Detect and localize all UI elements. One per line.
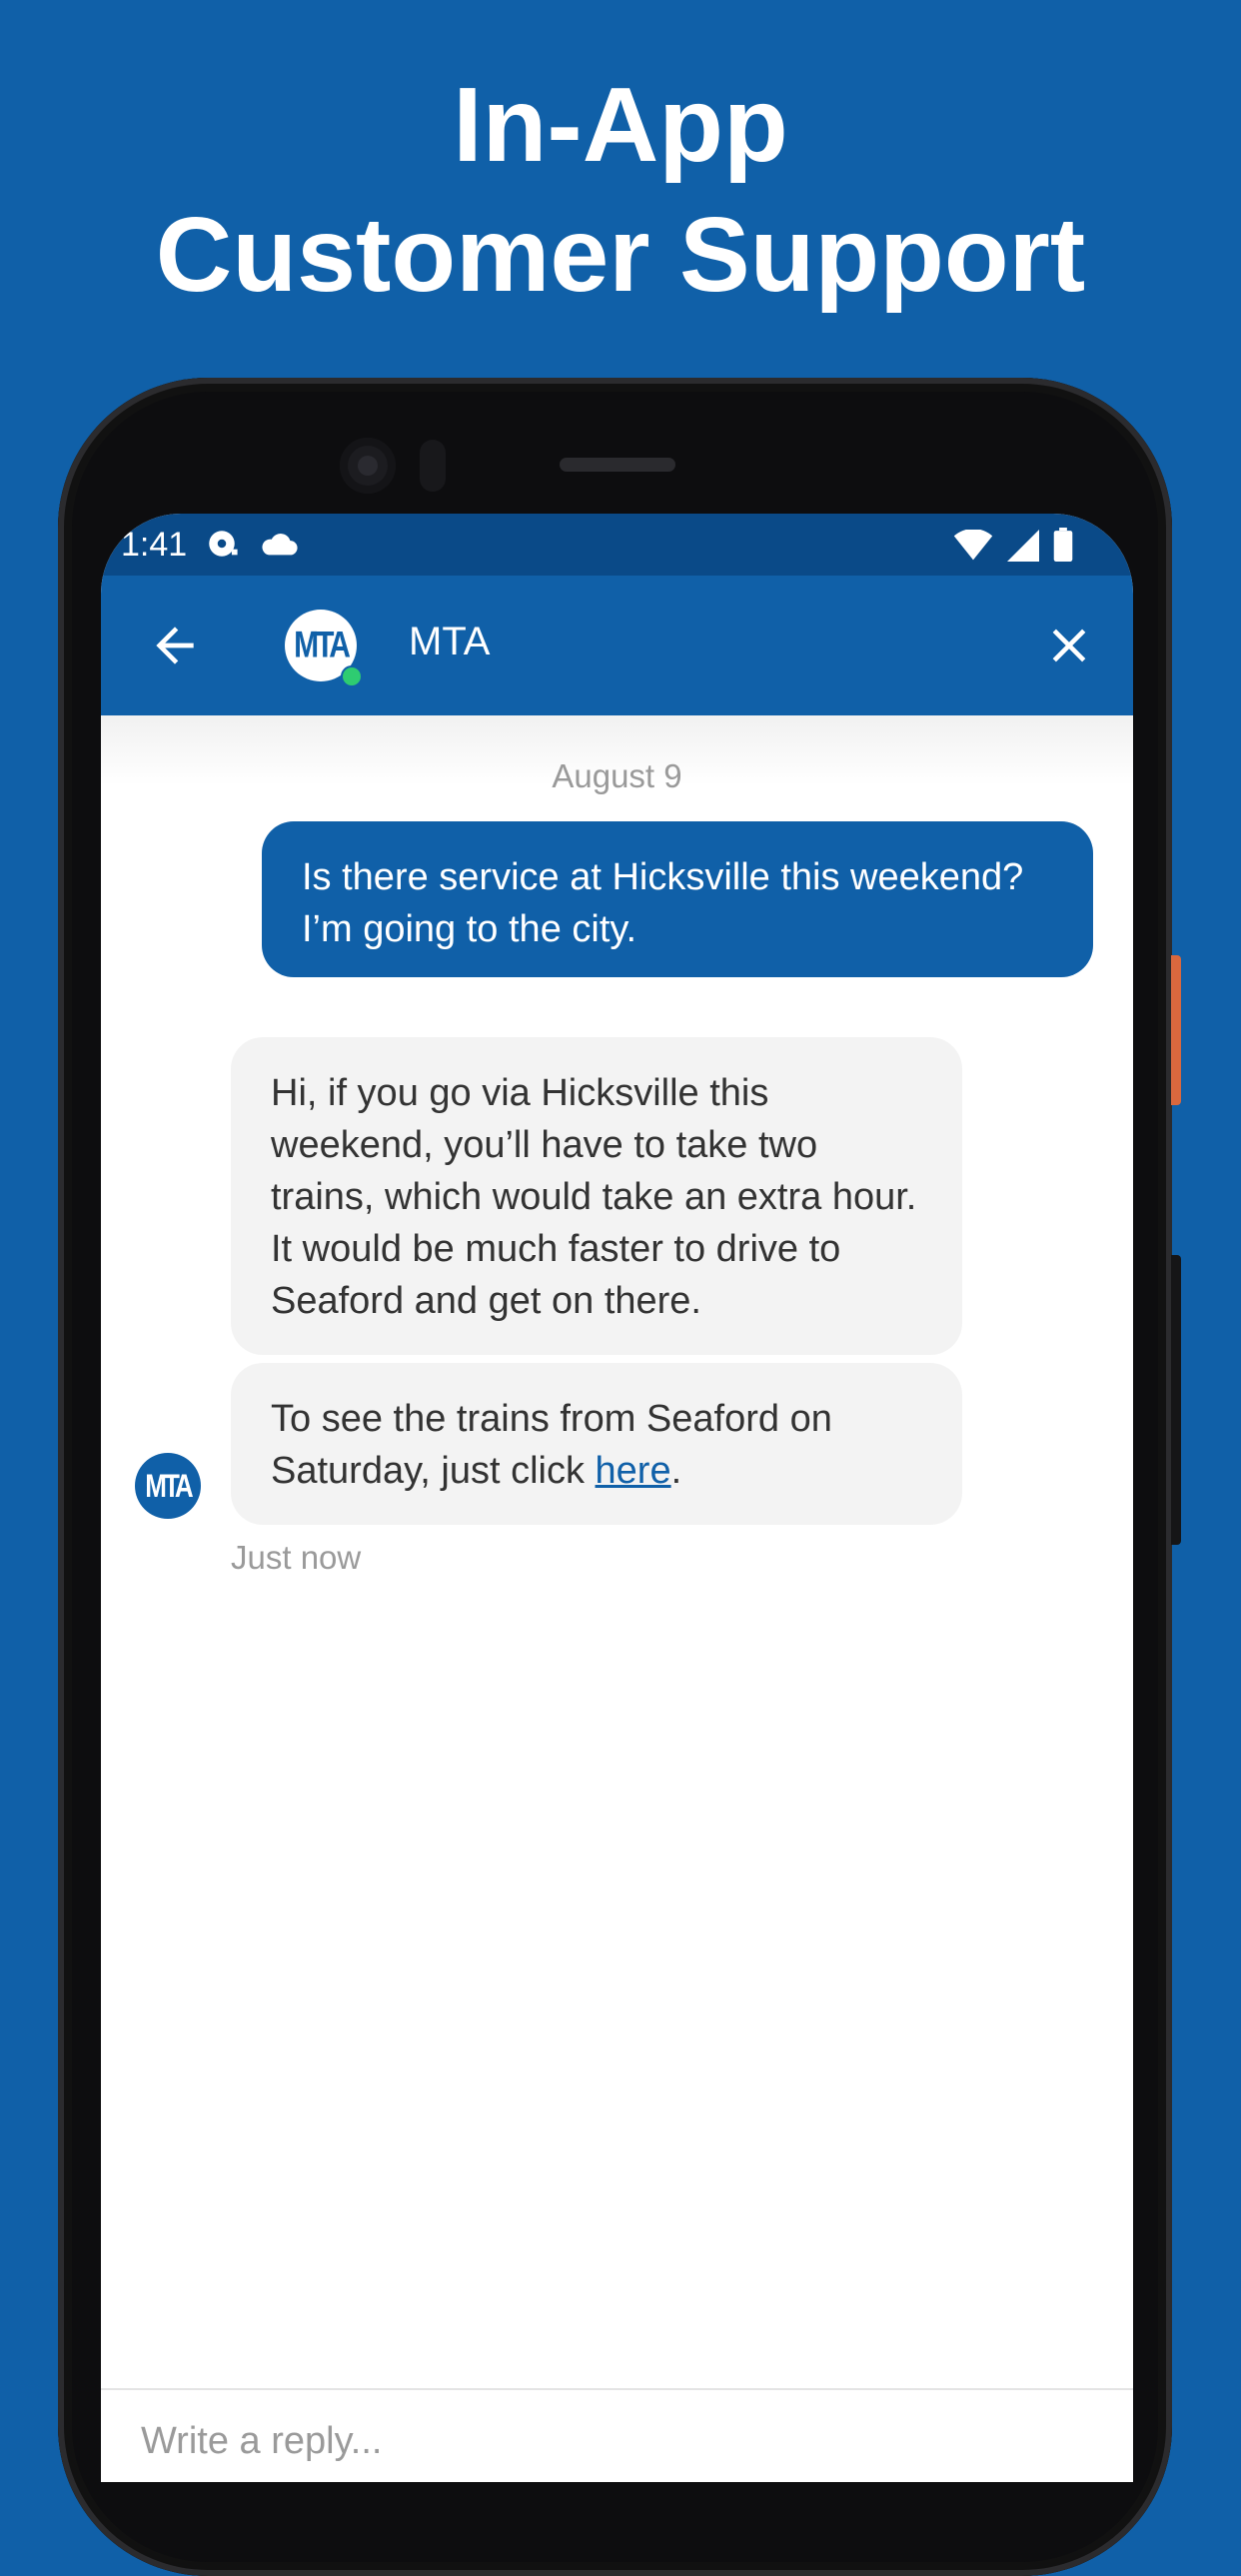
earpiece-speaker (560, 458, 675, 472)
headline-line-2: Customer Support (155, 196, 1086, 314)
chat-thread[interactable] (101, 715, 1133, 2414)
incoming-message (231, 1363, 962, 1525)
agent-avatar-header (285, 610, 357, 681)
agent-avatar (135, 1453, 201, 1519)
status-time: 1:41 (121, 526, 188, 564)
mta-logo: MTA (145, 1466, 191, 1505)
conversation-title: MTA (409, 620, 491, 663)
app-bar (101, 576, 1133, 715)
close-icon (1041, 618, 1097, 673)
cloud-icon (259, 527, 299, 561)
message-text-end: . (670, 1450, 682, 1492)
volume-button (1171, 1255, 1181, 1545)
reply-composer (101, 2388, 1133, 2482)
phone-screen (101, 514, 1133, 2482)
wifi-icon (953, 530, 993, 562)
here-link[interactable]: here (595, 1450, 671, 1492)
promo-headline (0, 60, 1241, 320)
front-camera (340, 438, 396, 494)
signal-icon (1007, 530, 1039, 562)
outgoing-message (262, 821, 1093, 977)
mta-logo: MTA (294, 624, 348, 665)
power-button (1171, 955, 1181, 1105)
status-bar (101, 514, 1133, 576)
date-separator: August 9 (552, 757, 682, 794)
incoming-message (231, 1037, 962, 1355)
message-text: Is there service at Hicksville this weekend? I’m going to the city. (302, 856, 1024, 950)
message-text: Hi, if you go via Hicksville this weekend, you’ll have to take two trains, which would take an extra hour. It would be much faster to drive to Seaford and get on there. (271, 1072, 917, 1322)
back-button[interactable] (147, 618, 203, 673)
battery-icon (1053, 528, 1073, 562)
message-timestamp: Just now (231, 1539, 362, 1576)
arrow-left-icon (147, 618, 203, 673)
online-status-indicator (341, 665, 363, 687)
headline-line-1: In-App (453, 66, 788, 184)
message-text: To see the trains from Seaford on Saturday, just click (271, 1398, 832, 1492)
sync-icon (205, 527, 239, 561)
close-button[interactable] (1041, 618, 1097, 673)
proximity-sensor (420, 440, 446, 492)
reply-input[interactable] (141, 2420, 1040, 2463)
